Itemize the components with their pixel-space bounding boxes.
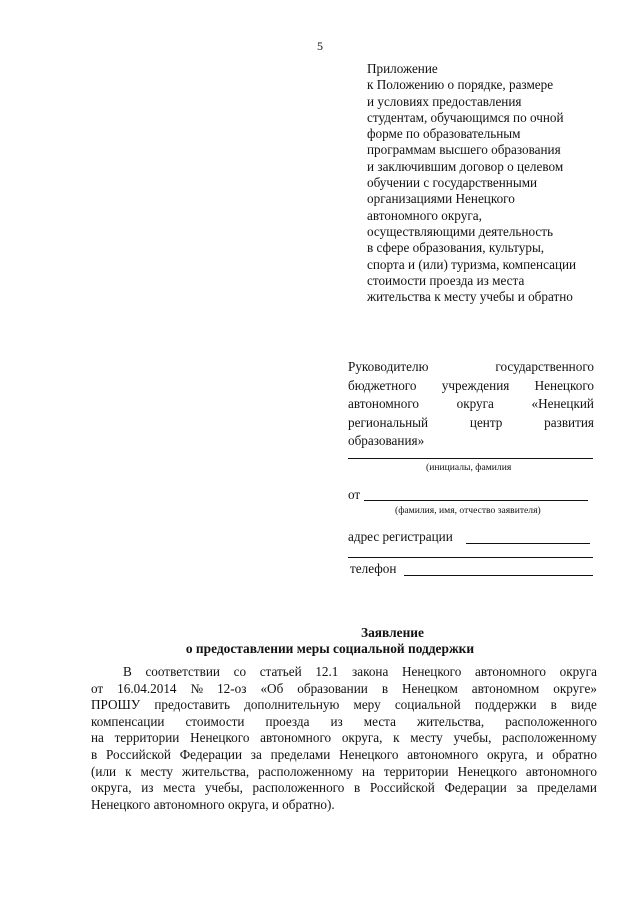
body-word: №: [190, 680, 204, 696]
body-line: [91, 681, 597, 698]
addressee-word: округа: [456, 396, 494, 411]
appendix-line: осуществляющими деятельность: [367, 223, 554, 239]
body-last-line: Ненецкого автономного округа, и обратно).: [91, 796, 335, 812]
body-word: округа: [559, 664, 597, 679]
body-word: Ненецкого: [457, 763, 517, 779]
body-word: предоставить: [154, 697, 230, 713]
addressee-word: автономного: [348, 396, 420, 411]
body-word: со: [233, 664, 247, 679]
body-line: [91, 697, 597, 714]
body-word: месту: [410, 730, 443, 746]
body-word: автономного: [525, 763, 597, 779]
body-word: учебы,: [453, 730, 492, 746]
body-word: к: [393, 730, 400, 746]
phone-label: телефон: [350, 561, 397, 576]
statement-body: [91, 664, 597, 813]
body-word: в: [353, 780, 361, 796]
body-line: [91, 664, 597, 681]
appendix-line: форме по образовательным: [367, 126, 521, 142]
body-line: [91, 714, 597, 731]
appendix-line: спорта и (или) туризма, компенсации: [367, 256, 577, 272]
body-word: учебы,: [204, 780, 243, 796]
body-word: в: [550, 697, 557, 713]
body-word: социальной: [394, 697, 461, 713]
body-word: округа,: [91, 780, 132, 796]
body-word: территории: [383, 763, 449, 779]
body-line: [91, 730, 597, 747]
body-word: на: [91, 730, 104, 746]
addressee-word: бюджетного: [348, 377, 417, 393]
body-word: места: [363, 713, 396, 729]
body-word: жительства,: [416, 713, 485, 729]
addressee-word: образования»: [348, 433, 425, 448]
body-word: расположенного: [252, 780, 345, 796]
body-word: расположенному: [258, 763, 353, 779]
addressee-line: [348, 414, 594, 433]
body-word: 12-оз: [217, 680, 247, 696]
body-word: проезда: [265, 713, 310, 729]
addressee-line: [348, 377, 594, 396]
phone-line[interactable]: [404, 575, 593, 576]
appendix-line: к Положению о порядке, размере: [367, 77, 554, 93]
body-word: 12.1: [315, 664, 339, 679]
body-word: статьей: [259, 664, 302, 679]
body-word: В: [123, 664, 132, 679]
body-word: расположенному: [502, 730, 597, 746]
appendix-line: жительства к месту учебы и обратно: [367, 289, 573, 305]
body-word: в: [381, 680, 389, 696]
body-word: дополнительную: [244, 697, 340, 713]
addressee-word: региональный: [348, 414, 429, 430]
from-label: от: [348, 487, 361, 502]
body-word: компенсации: [91, 713, 165, 729]
body-word: за: [250, 746, 262, 762]
body-word: закона: [352, 664, 389, 679]
body-word: автономного: [474, 664, 546, 679]
body-word: от: [91, 680, 104, 696]
appendix-line: студентам, обучающимся по очной: [367, 109, 564, 125]
body-word: к: [125, 763, 132, 779]
body-word: поддержки: [474, 697, 537, 713]
body-word: места: [163, 780, 196, 796]
initials-line: [348, 458, 593, 459]
addressee-line: [348, 395, 594, 414]
body-word: Ненецком: [402, 680, 458, 696]
body-word: жительства,: [182, 763, 250, 779]
body-word: и: [536, 746, 544, 762]
body-word: из: [330, 713, 343, 729]
body-word: стоимости: [185, 713, 245, 729]
body-word: пределами: [537, 780, 597, 796]
body-word: из: [141, 780, 154, 796]
body-word: (или: [91, 763, 117, 779]
addressee-block: [348, 358, 594, 451]
appendix-line: в сфере образования, культуры,: [367, 240, 545, 256]
document-subtitle: о предоставлении меры социальной поддержки: [185, 641, 475, 656]
address-label: адрес регистрации: [348, 529, 453, 544]
appendix-line: обучении с государственными: [367, 175, 538, 191]
document-title: Заявление: [361, 625, 424, 640]
body-word: пределами: [270, 746, 331, 762]
body-line: [91, 764, 597, 781]
addressee-line: [348, 432, 594, 451]
body-line: [91, 780, 597, 797]
initials-hint: (инициалы, фамилия: [426, 462, 512, 473]
appendix-line: и заключившим договор о целевом: [367, 158, 564, 174]
body-word: Российской: [105, 746, 171, 762]
body-word: расположенного: [505, 713, 597, 729]
address-line-2[interactable]: [348, 557, 593, 558]
address-line[interactable]: [466, 543, 590, 544]
addressee-word: развития: [544, 414, 594, 430]
appendix-line: стоимости проезда из места: [367, 272, 525, 288]
page-number: 5: [317, 39, 323, 53]
appendix-line: организациями Ненецкого: [367, 191, 515, 207]
body-word: Ненецкого: [339, 746, 399, 762]
appendix-header: [367, 61, 607, 305]
addressee-word: Руководителю: [348, 359, 429, 374]
body-word: месту: [140, 763, 174, 779]
appendix-line: программам высшего образования: [367, 142, 561, 158]
body-word: округа,: [341, 730, 383, 746]
body-word: Ненецкого: [190, 730, 250, 746]
appendix-line: и условиях предоставления: [367, 93, 522, 109]
body-word: соответствии: [145, 664, 220, 679]
body-word: Российской: [369, 780, 435, 796]
addressee-line: [348, 358, 594, 377]
addressee-word: учреждения: [441, 377, 510, 393]
body-line: [91, 747, 597, 764]
body-word: Федерации: [179, 746, 243, 762]
addressee-word: «Ненецкий: [531, 396, 594, 411]
appendix-line: Приложение: [367, 61, 438, 76]
body-word: округе»: [553, 680, 597, 696]
body-word: Федерации: [444, 780, 507, 796]
body-word: округа,: [486, 746, 528, 762]
appendix-line: автономного округа,: [367, 207, 482, 223]
body-word: территории: [114, 730, 180, 746]
body-word: на: [361, 763, 375, 779]
body-word: виде: [571, 697, 597, 713]
from-hint: (фамилия, имя, отчество заявителя): [395, 505, 541, 516]
addressee-word: Ненецкого: [534, 377, 594, 393]
addressee-word: центр: [469, 414, 503, 430]
body-word: автономного: [407, 746, 479, 762]
body-word: образовании: [297, 680, 368, 696]
body-word: обратно: [552, 746, 597, 762]
body-word: в: [91, 746, 98, 762]
body-word: ПРОШУ: [91, 697, 141, 713]
body-word: автономного: [260, 730, 332, 746]
body-word: за: [516, 780, 528, 796]
body-word: «Об: [260, 680, 284, 696]
from-line[interactable]: [364, 500, 588, 501]
body-word: автономном: [471, 680, 540, 696]
body-word: 16.04.2014: [117, 680, 177, 696]
body-word: меру: [353, 697, 381, 713]
body-word: Ненецкого: [401, 664, 462, 679]
addressee-word: государственного: [495, 359, 594, 374]
